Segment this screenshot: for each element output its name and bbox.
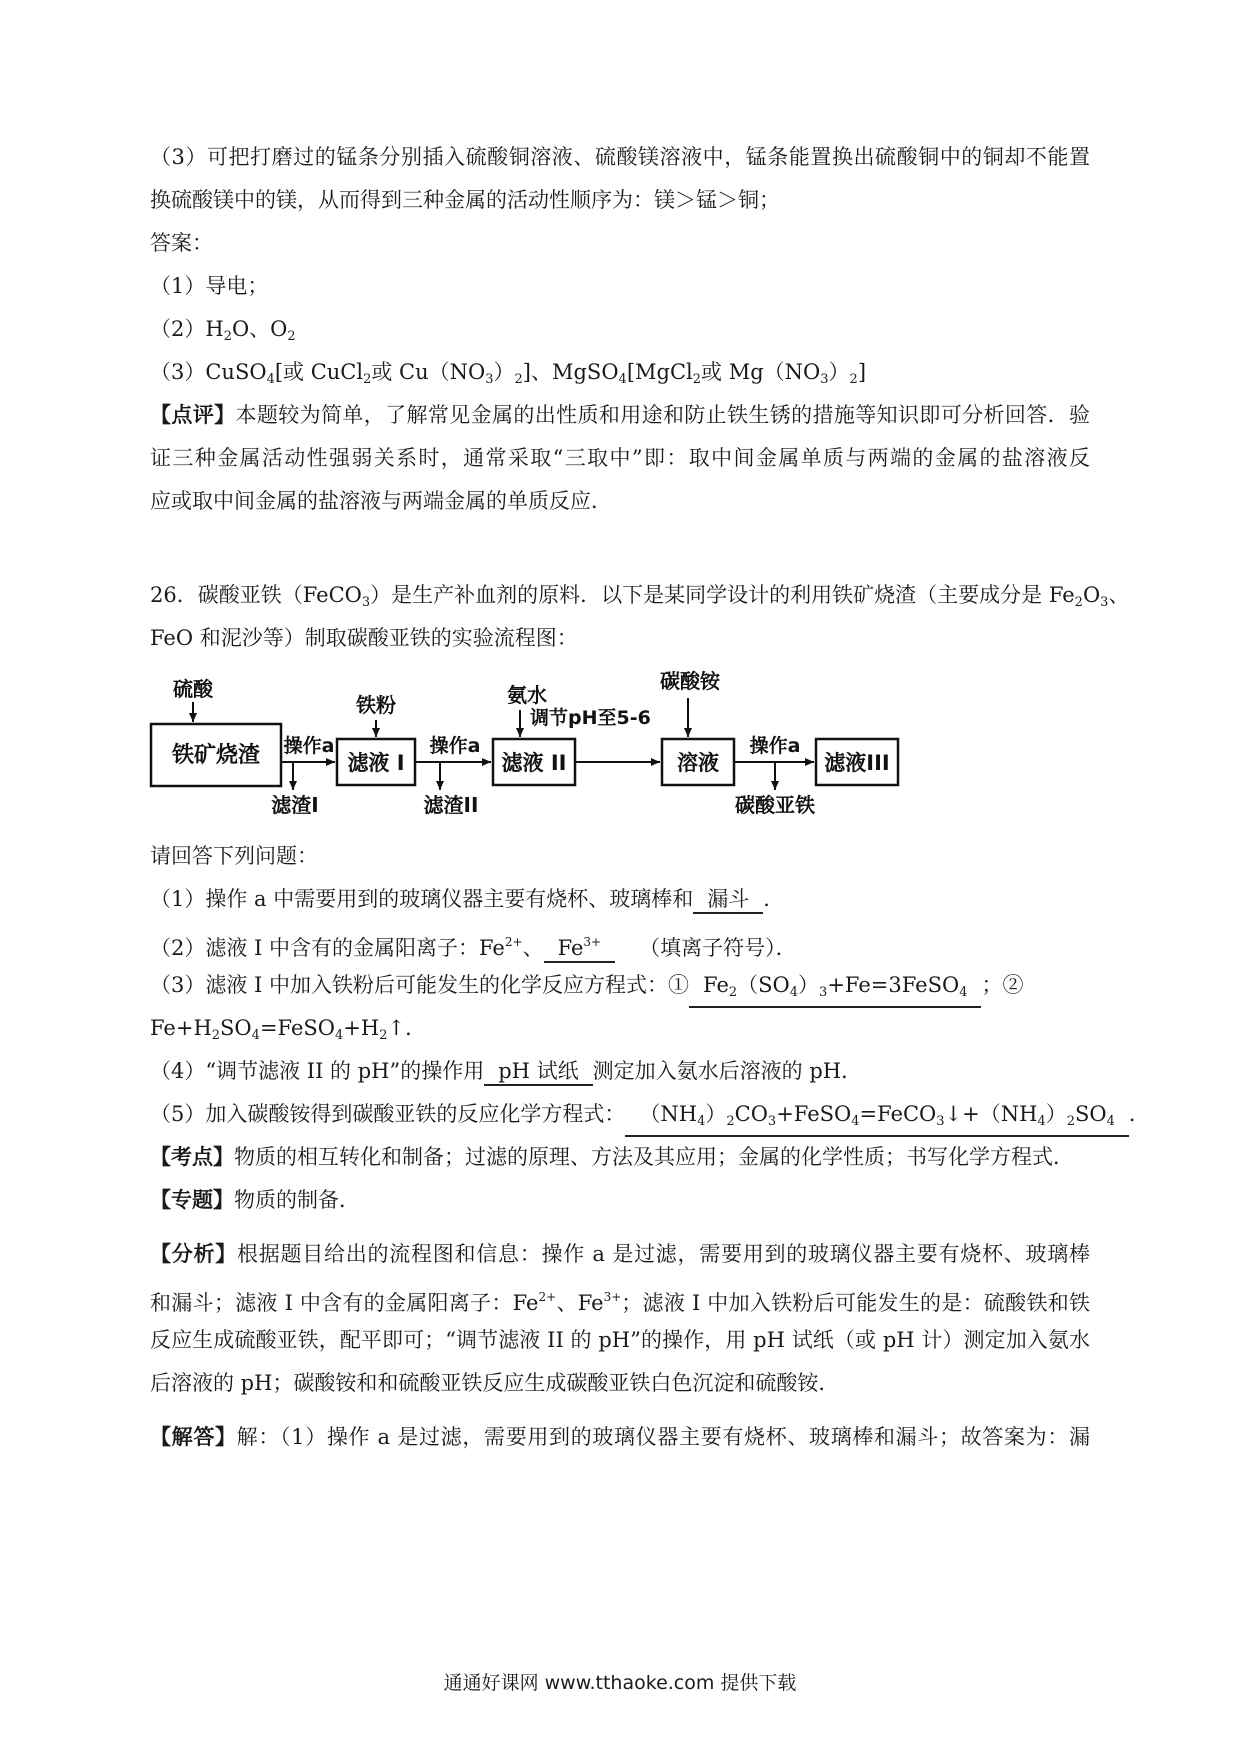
t: ） [828, 360, 850, 384]
t: 3+ [603, 1290, 622, 1304]
q3 [150, 971, 1090, 1008]
t: ↑． [387, 1016, 427, 1040]
answer-blank: pH 试纸 [484, 1058, 592, 1086]
page-footer: 通通好课网 www.tthaoke.com 提供下载 [443, 1672, 797, 1694]
t: 物质的制备． [234, 1188, 360, 1212]
t: （2）滤液 I 中含有的金属阳离子：Fe [150, 936, 505, 960]
t: 、Fe [556, 1291, 604, 1315]
t: CO [734, 1102, 768, 1126]
t: ． [763, 887, 785, 911]
text-line: 换硫酸镁中的镁，从而得到三种金属的活动性顺序为：镁＞锰＞铜； [150, 188, 780, 212]
t: 3 [361, 595, 371, 610]
fenxi-4: 后溶液的 pH；碳酸铵和和硫酸亚铁反应生成碳酸亚铁白色沉淀和硫酸铵． [150, 1371, 840, 1395]
kaodian-tag: 【考点】 [150, 1144, 234, 1169]
t: 4 [266, 372, 275, 387]
t: ） [1045, 1102, 1067, 1126]
answer-blank: 漏斗 [693, 886, 763, 914]
t: ]、MgSO [522, 360, 619, 384]
t: 4 [618, 372, 627, 387]
q1 [150, 885, 1090, 914]
box-solution-label: 溶液 [677, 751, 719, 775]
t: 2 [728, 985, 738, 1000]
jieda-tag: 【解答】 [150, 1424, 237, 1449]
fenxi [150, 1240, 1090, 1268]
t: 2+ [504, 935, 523, 949]
t: 4 [851, 1114, 860, 1129]
fenxi-3: 反应生成硫酸亚铁，配平即可；“调节滤液 II 的 pH”的操作，用 pH 试纸（或 pH 计）测定加入氨水 [150, 1328, 1090, 1352]
t: 2 [726, 1114, 735, 1129]
t: +H [343, 1016, 380, 1040]
box-ore-label: 铁矿烧渣 [171, 743, 261, 768]
product: 碳酸亚铁 [735, 793, 815, 817]
t: （2）H [150, 317, 224, 341]
q26-intro: FeO 和泥沙等）制取碳酸亚铁的实验流程图： [150, 626, 578, 650]
t: +FeSO [776, 1102, 852, 1126]
t: 2 [514, 372, 523, 387]
input-iron: 铁粉 [356, 693, 396, 717]
input-carbonate: 碳酸铵 [660, 669, 720, 693]
t: ；② [981, 973, 1024, 997]
input-ammonia: 氨水 [507, 683, 547, 707]
t: 或 Mg（NO [701, 360, 821, 384]
residue-2: 滤渣II [423, 793, 479, 817]
t: 2 [1074, 595, 1083, 610]
t: 2 [379, 1028, 388, 1043]
t: （1）操作 a 中需要用到的玻璃仪器主要有烧杯、玻璃棒和 [150, 887, 694, 911]
t: 2 [1066, 1114, 1076, 1129]
t: 26．碳酸亚铁（FeCO [150, 583, 362, 607]
answer-label: 答案： [150, 231, 213, 255]
text-line: 证三种金属活动性强弱关系时，通常采取“三取中”即：取中间金属单质与两端的金属的盐溶液反 [150, 446, 1090, 470]
t: ] [857, 360, 867, 384]
t: Fe [703, 973, 729, 997]
t: O [1082, 583, 1101, 607]
t: 2 [692, 372, 702, 387]
box-filtrate-3-label: 滤液III [824, 751, 890, 775]
answer-blank [544, 929, 616, 963]
t: （填离子符号）． [639, 936, 797, 960]
zhuanti [150, 1186, 1090, 1214]
t: ）是生产补血剂的原料．以下是某同学设计的利用铁矿烧渣（主要成分是 Fe [370, 583, 1075, 607]
t: （SO [737, 973, 790, 997]
t: SO [1075, 1102, 1107, 1126]
flow-diagram [145, 662, 1005, 837]
q4 [150, 1057, 1090, 1086]
t: SO [220, 1016, 252, 1040]
t: 3 [767, 1114, 777, 1129]
t: 3 [819, 985, 828, 1000]
q26-intro [150, 581, 1130, 617]
t: ． [1128, 1102, 1150, 1126]
t: 、 [522, 936, 544, 960]
input-acid: 硫酸 [173, 677, 213, 701]
t: 或 Cu（NO [371, 360, 486, 384]
t: 4 [1106, 1114, 1115, 1129]
t: 2 [287, 329, 296, 344]
review-tag: 【点评】 [150, 402, 236, 427]
t: 解：（1）操作 a 是过滤，需要用到的玻璃仪器主要有烧杯、玻璃棒和漏斗；故答案为：漏 [236, 1425, 1091, 1449]
text-line: （3）可把打磨过的锰条分别插入硫酸铜溶液、硫酸镁溶液中，锰条能置换出硫酸铜中的铜却不能置 [150, 145, 1090, 169]
t: Fe [557, 936, 584, 960]
t: 4 [251, 1028, 260, 1043]
t: 2+ [538, 1290, 557, 1304]
t: （NH [639, 1102, 698, 1126]
t: 4 [959, 985, 968, 1000]
review-line [150, 401, 1090, 429]
t: 3 [936, 1114, 945, 1129]
t: 3 [820, 372, 829, 387]
t: 根据题目给出的流程图和信息：操作 a 是过滤，需要用到的玻璃仪器主要有烧杯、玻璃棒 [237, 1242, 1091, 1266]
t: 3+ [583, 935, 602, 949]
answer-2 [150, 315, 1090, 351]
t: 物质的相互转化和制备；过滤的原理、方法及其应用；金属的化学性质；书写化学方程式． [234, 1145, 1074, 1169]
t: 测定加入氨水后溶液的 pH． [592, 1059, 863, 1083]
residue-1: 滤渣I [271, 793, 319, 817]
op-a: 操作a [429, 735, 481, 757]
op-a: 操作a [749, 735, 801, 757]
t: 2 [849, 372, 858, 387]
t: （3）滤液 I 中加入铁粉后可能发生的化学反应方程式：① [150, 973, 690, 997]
t: ） [493, 360, 515, 384]
t: 2 [223, 329, 232, 344]
t: 2 [363, 372, 372, 387]
t: 4 [335, 1028, 344, 1043]
prompt: 请回答下列问题： [150, 844, 318, 868]
kaodian [150, 1143, 1090, 1171]
t: 3 [1100, 595, 1109, 610]
jieda [150, 1423, 1090, 1451]
box-filtrate-1-label: 滤液 I [347, 751, 405, 775]
t: +Fe=3FeSO [827, 973, 960, 997]
op-a: 操作a [283, 735, 335, 757]
t: 、 [1108, 583, 1130, 607]
q2 [150, 928, 1090, 963]
t: ） [798, 973, 820, 997]
t: 本题较为简单，了解常见金属的出性质和用途和防止铁生锈的措施等知识即可分析回答．验 [235, 403, 1091, 427]
t: 2 [211, 1028, 221, 1043]
t: ） [705, 1102, 727, 1126]
answer-1: （1）导电； [150, 274, 269, 298]
t: =FeSO [259, 1016, 335, 1040]
box-filtrate-2-label: 滤液 II [501, 751, 567, 775]
t: ；滤液 I 中加入铁粉后可能发生的是：硫酸铁和铁 [621, 1291, 1090, 1315]
t: O、O [231, 317, 288, 341]
zhuanti-tag: 【专题】 [150, 1187, 234, 1212]
t: （5）加入碳酸铵得到碳酸亚铁的反应化学方程式： [150, 1102, 626, 1126]
t: 4 [1037, 1114, 1046, 1129]
fenxi-2 [150, 1283, 1090, 1317]
answer-blank [689, 972, 981, 1008]
t: 3 [485, 372, 494, 387]
t: （3）CuSO [150, 360, 267, 384]
t: 4 [697, 1114, 706, 1129]
t: Fe+H [150, 1016, 212, 1040]
t: [MgCl [626, 360, 693, 384]
fenxi-tag: 【分析】 [150, 1241, 237, 1266]
q5 [150, 1100, 1150, 1137]
answer-blank [625, 1101, 1129, 1137]
t: 和漏斗；滤液 I 中含有的金属阳离子：Fe [150, 1291, 539, 1315]
t: [或 CuCl [274, 360, 364, 384]
t: （4）“调节滤液 II 的 pH”的操作用 [150, 1059, 485, 1083]
t: ↓+（NH [944, 1102, 1038, 1126]
answer-3 [150, 358, 1090, 394]
t: 4 [789, 985, 799, 1000]
t: =FeCO [859, 1102, 937, 1126]
text-line: 应或取中间金属的盐溶液与两端金属的单质反应． [150, 489, 612, 513]
q3-line2 [150, 1014, 1090, 1050]
input-ph: 调节pH至5-6 [530, 707, 651, 729]
